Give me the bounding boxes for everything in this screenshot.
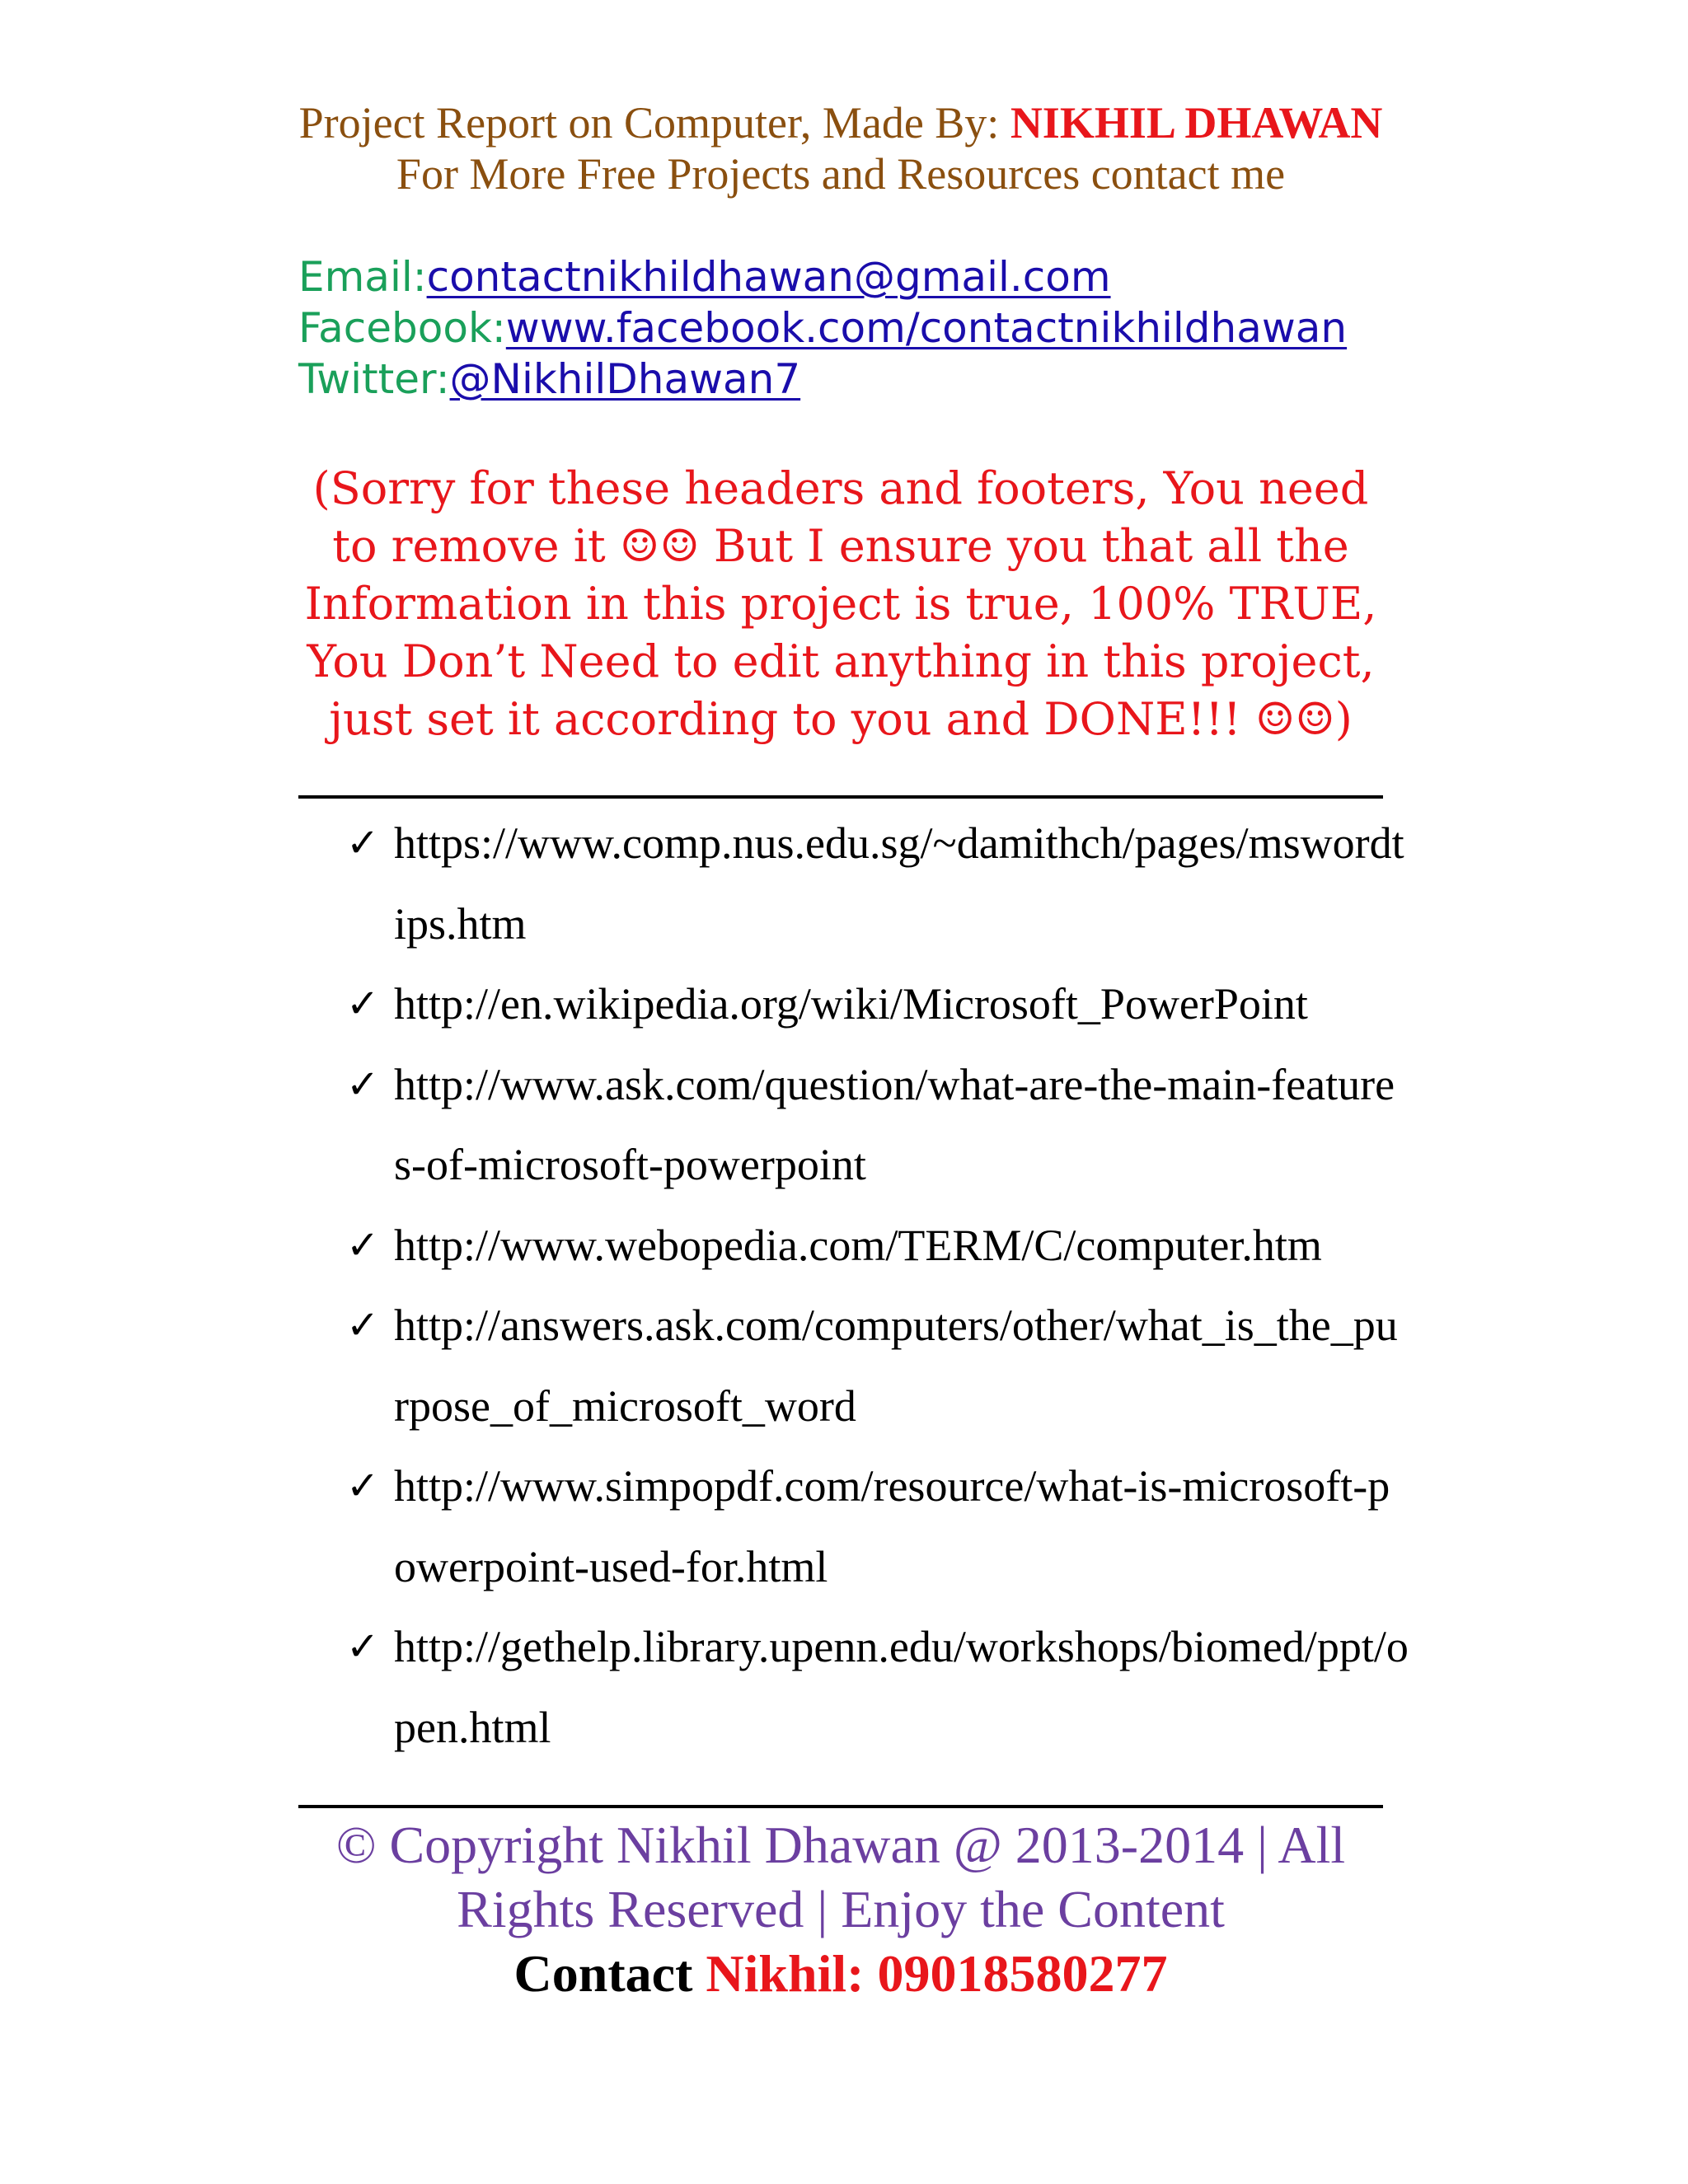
list-item (346, 1286, 1409, 1446)
page-header (297, 97, 1385, 199)
list-item (346, 1446, 1409, 1607)
divider-top (298, 795, 1383, 799)
checkmark-icon: ✓ (346, 981, 380, 1027)
footer-contact (280, 1942, 1401, 2006)
list-item (346, 804, 1409, 964)
list-item (346, 964, 1409, 1045)
facebook-label: Facebook: (298, 304, 506, 352)
reference-url: http://en.wikipedia.org/wiki/Microsoft_PowerPoint (394, 979, 1308, 1029)
header-line-2: For More Free Projects and Resources contact me (396, 149, 1286, 199)
facebook-row (298, 302, 1347, 354)
email-row (298, 251, 1347, 302)
checkmark-icon: ✓ (346, 1463, 380, 1509)
checkmark-icon: ✓ (346, 820, 380, 866)
contact-info (298, 251, 1347, 405)
twitter-link[interactable]: @NikhilDhawan7 (449, 355, 801, 403)
header-line-1 (297, 97, 1385, 148)
twitter-label: Twitter: (298, 355, 450, 403)
list-item (346, 1607, 1409, 1768)
header-title: Project Report on Computer, Made By: (298, 98, 1010, 148)
divider-bottom (298, 1805, 1383, 1808)
checkmark-icon: ✓ (346, 1221, 380, 1268)
list-item (346, 1206, 1409, 1286)
footer-contact-phone: Nikhil: 09018580277 (706, 1944, 1168, 2003)
list-item (346, 1045, 1409, 1206)
checkmark-icon: ✓ (346, 1302, 380, 1348)
disclaimer-note: (Sorry for these headers and footers, You need to remove it ☺☺ But I ensure you that all the Information in this project is true, 100% TRUE, You Don’t Need to edit anything in this project, just set it according to you and DONE!!! ☺☺) (304, 462, 1377, 745)
reference-url: http://www.webopedia.com/TERM/C/computer.htm (394, 1220, 1322, 1270)
checkmark-icon: ✓ (346, 1061, 380, 1108)
checkmark-icon: ✓ (346, 1624, 380, 1670)
email-link[interactable]: contactnikhildhawan@gmail.com (426, 253, 1111, 301)
email-label: Email: (298, 253, 427, 301)
facebook-link[interactable]: www.facebook.com/contactnikhildhawan (505, 304, 1348, 352)
twitter-row (298, 354, 1347, 405)
copyright-text: © Copyright Nikhil Dhawan @ 2013-2014 | All Rights Reserved | Enjoy the Content (335, 1816, 1346, 1938)
footer-contact-label: Contact (513, 1944, 706, 2003)
reference-url: https://www.comp.nus.edu.sg/~damithch/pages/mswordtips.htm (394, 818, 1404, 949)
page-footer (280, 1813, 1401, 2006)
reference-url: http://www.ask.com/question/what-are-the-main-features-of-microsoft-powerpoint (394, 1059, 1395, 1189)
reference-url: http://answers.ask.com/computers/other/what_is_the_purpose_of_microsoft_word (394, 1301, 1398, 1431)
reference-list (346, 804, 1409, 1768)
reference-url: http://www.simpopdf.com/resource/what-is-microsoft-powerpoint-used-for.html (394, 1461, 1390, 1591)
author-name: NIKHIL DHAWAN (1010, 98, 1383, 148)
reference-url: http://gethelp.library.upenn.edu/workshops/biomed/ppt/open.html (394, 1622, 1409, 1752)
